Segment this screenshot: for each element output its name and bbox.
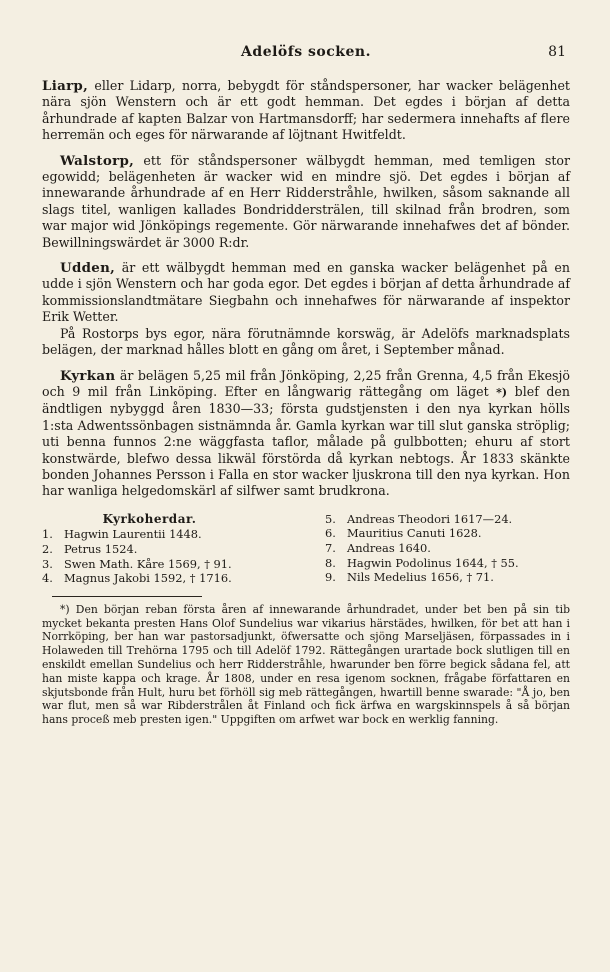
entry-udden bbox=[42, 260, 570, 326]
pastor-item bbox=[325, 541, 570, 556]
footnote-divider bbox=[52, 596, 202, 597]
pastor-number: 5. bbox=[325, 511, 336, 526]
entry-text-continued: blef den ändtligen nybyggd åren 1830—33; första gudstjensten i den nya kyrkan hölls 1:sta Adwentssönbagen sistnämnda år. Gamla kyrkan war till slut ganska ströplig; uti benna funnos 2:ne wäggfasta taflor, målade på gulbbotten; ehuru af stort konstwärde, blefwo dessa likwäl förstörda då kyrkan nebtogs. År 1833 skänkte bonden Johannes Persson i Falla en stor wacker ljuskrona till den nya kyrkan. Hon har wanliga helgedomskärl af silfwer samt brudkrona. bbox=[42, 383, 570, 499]
pastor-number: 7. bbox=[325, 540, 336, 555]
entry-text: är belägen 5,25 mil från Jönköping, 2,25 från Grenna, 4,5 från Ekesjö och 9 mil från Linköping. Efter en långwarig rättegång om läget bbox=[42, 367, 570, 399]
pastor-name: Magnus Jakobi 1592, † 1716. bbox=[64, 571, 232, 586]
entry-kyrkan bbox=[42, 368, 570, 500]
pastor-item bbox=[325, 570, 570, 585]
running-title: Adelöfs socken. bbox=[241, 44, 371, 60]
pastor-item bbox=[325, 556, 570, 571]
pastor-number: 8. bbox=[325, 555, 336, 570]
pastor-name: Petrus 1524. bbox=[64, 541, 138, 556]
entry-lead: Udden, bbox=[60, 260, 116, 277]
pastor-number: 6. bbox=[325, 526, 336, 541]
entry-text: är ett wälbygdt hemman med en ganska wacker belägenhet på en udde i sjön Wenstern och har goda egor. Det egdes i början af detta århundrade af kommissionslandtmätare Siegbahn och innehafwes för närwarande af inspektor Erik Wetter. bbox=[42, 260, 570, 325]
pastor-item bbox=[325, 512, 570, 527]
footnote-mark: *) bbox=[60, 602, 70, 616]
footnote-reference: *) bbox=[496, 385, 508, 399]
footnote bbox=[42, 603, 570, 727]
pastor-number: 1. bbox=[42, 527, 53, 542]
pastor-item bbox=[42, 542, 287, 557]
pastor-name: Andreas 1640. bbox=[347, 540, 431, 555]
pastor-list-left bbox=[42, 512, 287, 586]
entry-walstorp bbox=[42, 153, 570, 251]
pastor-number: 9. bbox=[325, 570, 336, 585]
page-number: 81 bbox=[548, 44, 566, 60]
entry-text: ett för ståndspersoner wälbygdt hemman, med temligen stor egowidd; belägenheten är wacker wid en mindre sjö. Det egdes i början af innewarande århundrade af en Herr Ridderstråhle, hwilken, såsom saknande all slags titel, wanligen kallades Bondriddersträlen, till skilnad från brodren, som war major wid Jönköpings regemente. Gör närwarande innehafwes det af bönder. Bewillningswärdet är 3000 R:dr. bbox=[42, 152, 570, 250]
pastor-name: Andreas Theodori 1617—24. bbox=[347, 511, 513, 526]
pastor-item bbox=[325, 526, 570, 541]
footnote-text: Den början reban första åren af innewarande århundradet, under bet ben på sin tib mycket bekanta presten Hans Olof Sundelius war vikarius härstädes, hwilken, för bet att han i Norrköping, ber han war pastorsadjunkt, öfwersatte och sjöng Marseljäsen, förpassades in i Holaweden till Trehörna 1795 och till Adelöf 1792. Rättegången urartade bock slutligen till en enskildt emellan Sundelius och herr Ridderstråhle, hwarunder ben förre begick sådana fel, att han miste kappa och krage. År 1808, under en resa igenom socknen, frågabe författaren en skjutsbonde från Hult, huru bet förhöll sig meb rättegången, hwartill benne swarade: "Å jo, ben war flut, men så war Ribderstrålen åt Finland och fick ärfwa en wargskinnspels å så början hans proceß meb presten igen." Uppgiften om arfwet war bock en werklig fanning. bbox=[42, 602, 570, 727]
pastor-item bbox=[42, 571, 287, 586]
entry-marknadsplats bbox=[42, 326, 570, 359]
entry-lead: Kyrkan bbox=[60, 367, 116, 384]
entry-liarp bbox=[42, 78, 570, 144]
pastor-list-right bbox=[287, 512, 570, 586]
pastor-name: Hagwin Laurentii 1448. bbox=[64, 527, 202, 542]
page-header bbox=[42, 44, 570, 70]
entry-text: eller Lidarp, norra, bebygdt för ståndspersoner, har wacker belägenhet nära sjön Wenstern och är ett godt hemman. Det egdes i början af detta århundrade af kapten Balzar von Hartmansdorff; har sedermera innehafts af flere herremän och eges för närwarande af löjtnant Hwitfeldt. bbox=[42, 78, 570, 143]
pastor-name: Nils Medelius 1656, † 71. bbox=[347, 570, 494, 585]
entry-lead: Liarp, bbox=[42, 78, 89, 94]
pastor-item bbox=[42, 527, 287, 542]
pastor-list bbox=[42, 512, 570, 586]
pastor-name: Hagwin Podolinus 1644, † 55. bbox=[347, 555, 519, 570]
pastor-number: 4. bbox=[42, 571, 53, 586]
pastor-number: 2. bbox=[42, 541, 53, 556]
entry-lead: Walstorp, bbox=[60, 152, 135, 169]
pastor-item bbox=[42, 557, 287, 572]
entry-text: På Rostorps bys egor, nära förutnämnde korswäg, är Adelöfs marknadsplats belägen, der marknad hålles blott en gång om året, i September månad. bbox=[42, 325, 570, 358]
pastor-list-title: Kyrkoherdar. bbox=[102, 511, 197, 526]
pastor-name: Mauritius Canuti 1628. bbox=[347, 526, 482, 541]
pastor-number: 3. bbox=[42, 556, 53, 571]
pastor-name: Swen Math. Kåre 1569, † 91. bbox=[64, 556, 232, 571]
